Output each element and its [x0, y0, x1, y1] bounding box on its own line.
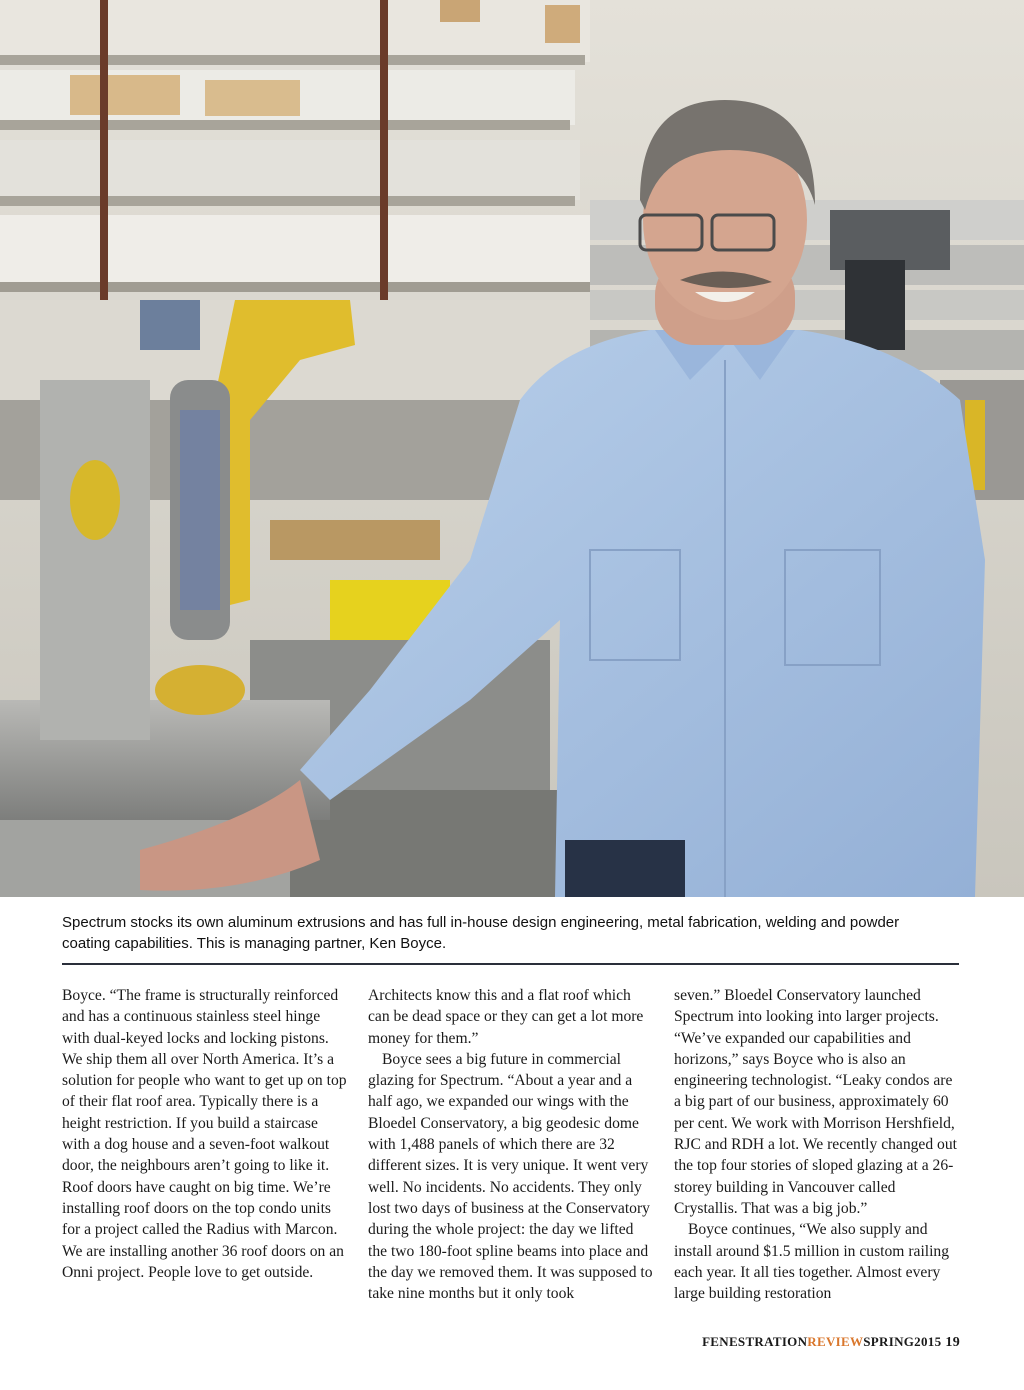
- body-paragraph: Boyce continues, “We also supply and install around $1.5 million in custom railing each year. It all ties together. Almost every large building restoration: [674, 1221, 950, 1303]
- body-paragraph: Boyce sees a big future in commercial glazing for Spectrum. “About a year and a half ago, we expanded our wings with the Bloedel Conservatory, a big geodesic dome with 1,488 panels of which there are 32 different sizes. It is very unique. It went very well. No incidents. No accidents. They only lost two days of business at the Conservatory during the whole project: the day we lifted the two 180-foot spline beams into place and the day we removed them. It was supposed to take nine months but it only took: [368, 1050, 653, 1303]
- footer-issue: SPRING2015: [863, 1334, 942, 1349]
- body-paragraph: seven.” Bloedel Conservatory launched Spectrum into looking into larger projects. “We’ve expanded our capabilities and horizons,” says Boyce who is also an engineering technologist. “Leaky condos are a big part of our business, approximately 60 per cent. We work with Morrison Hershfield, RJC and RDH a lot. We recently changed out the top four stories of sloped glazing at a 26-storey building in Vancouver called Crystallis. That was a big job.”: [674, 987, 957, 1217]
- caption-divider: [62, 963, 959, 965]
- page-number: 19: [945, 1335, 960, 1350]
- page-footer: [702, 1334, 960, 1351]
- text-column-3: [674, 985, 959, 1304]
- text-column-1: [62, 985, 347, 1283]
- body-paragraph: Architects know this and a flat roof which can be dead space or they can get a lot more money for them.”: [368, 987, 644, 1047]
- footer-publication-name: FENESTRATION: [702, 1334, 808, 1349]
- caption-line: coating capabilities. This is managing partner, Ken Boyce.: [62, 935, 447, 952]
- caption-line: Spectrum stocks its own aluminum extrusions and has full in-house design engineering, metal fabrication, welding and powder: [62, 914, 900, 931]
- text-column-2: [368, 985, 653, 1304]
- photo-caption: [62, 912, 962, 954]
- footer-publication-accent: REVIEW: [807, 1334, 864, 1349]
- body-paragraph: Boyce. “The frame is structurally reinforced and has a continuous stainless steel hinge with dual-keyed locks and locking pistons. We ship them all over North America. It’s a solution for people who want to get up on top of their flat roof area. Typically there is a height restriction. If you build a staircase with a dog house and a seven-foot walkout door, the neighbours aren’t going to like it. Roof doors have caught on big time. We’re installing roof doors on the top condo units for a project called the Radius with Marcon. We are installing another 36 roof doors on an Onni project. People love to get outside.: [62, 987, 347, 1281]
